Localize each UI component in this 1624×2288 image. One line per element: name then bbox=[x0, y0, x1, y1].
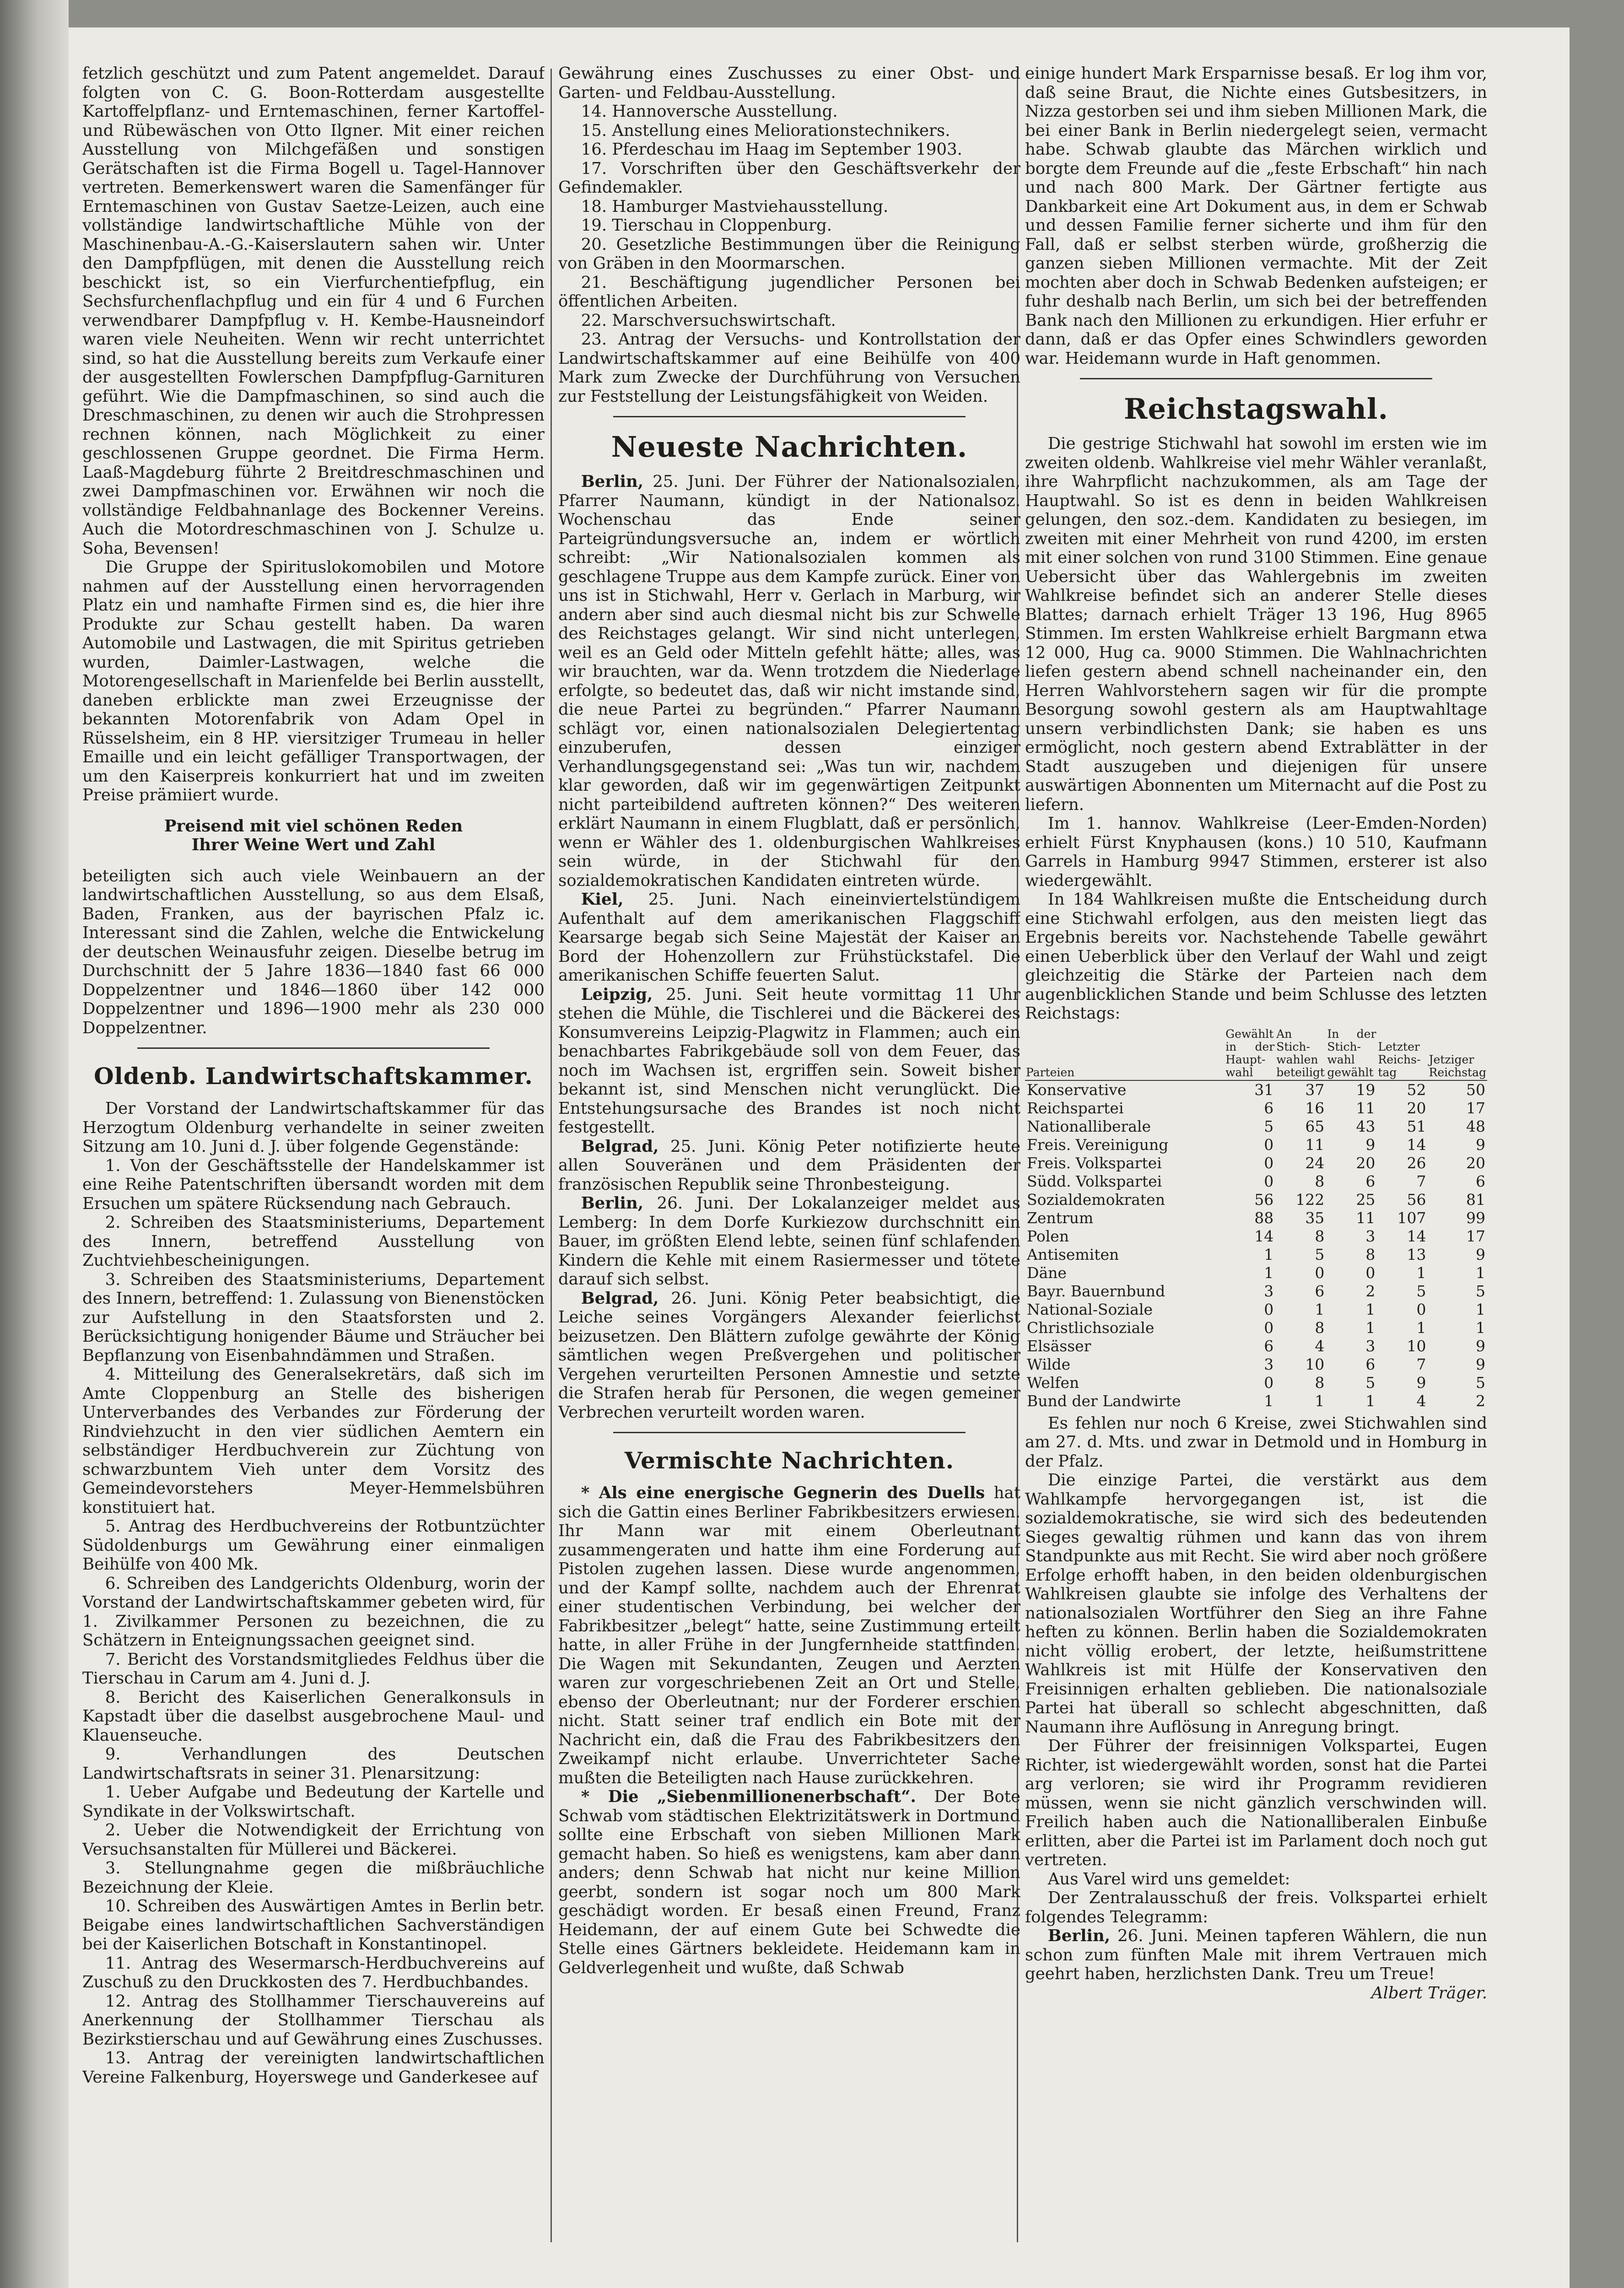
seat-count-cell: 0 bbox=[1264, 1373, 1274, 1392]
seat-count-cell: 6 bbox=[1365, 1172, 1376, 1190]
page-left-edge bbox=[0, 0, 69, 2288]
seat-count-cell: 9 bbox=[1476, 1245, 1485, 1263]
seat-count-cell: 17 bbox=[1466, 1227, 1485, 1245]
seat-count-cell: 5 bbox=[1264, 1117, 1274, 1135]
seat-count-cell: 65 bbox=[1305, 1117, 1325, 1135]
seat-count-cell: 1 bbox=[1476, 1300, 1485, 1318]
table-row bbox=[1025, 1080, 1487, 1099]
seat-count-cell: 25 bbox=[1356, 1190, 1376, 1209]
seat-count-cell: 16 bbox=[1305, 1099, 1325, 1117]
seat-count-cell: 5 bbox=[1476, 1282, 1485, 1300]
misc-title: * Die „Siebenmillionenerbschaft“. bbox=[581, 1787, 916, 1806]
agenda-item: 22. Marschversuchswirtschaft. bbox=[581, 311, 836, 330]
seat-count-cell: 6 bbox=[1365, 1355, 1376, 1373]
seat-count-cell: 6 bbox=[1476, 1172, 1485, 1190]
seat-count-cell: 8 bbox=[1315, 1172, 1325, 1190]
seat-count-cell: 0 bbox=[1315, 1263, 1325, 1282]
dateline-place: Kiel, bbox=[581, 890, 624, 909]
article-paragraph: Die einzige Partei, die verstärkt aus dem Wahlkampfe hervorgegangen ist, ist die sozialdemokratische, sie wird sich des bedeutenden Sieges gewaltig rühmen und kann das von ihrem Standpunkte aus mit Recht. Sie wird aber noch größere Erfolge erhofft haben, in den beiden oldenburgischen Wahlkreisen glaubte sie infolge des Verhaltens der nationalsozialen Wortführer den Sieg an ihre Fahne heften zu können. Berlin haben die Sozialdemokraten nicht völlig erobert, der letzte, heißumstrittene Wahlkreis ist mit Hülfe der Konservativen den Freisinnigen erhalten geblieben. Die nationalsoziale Partei hat überall so schlecht abgeschnitten, daß Naumann ihre Auflösung in Anregung bringt. bbox=[1025, 1471, 1487, 1737]
seat-count-cell: 3 bbox=[1365, 1337, 1376, 1355]
agenda-item: 8. Bericht des Kaiserlichen Generalkonsuls in Kapstadt über die daselbst ausgebrochene Maul- und Klauenseuche. bbox=[82, 1688, 545, 1745]
seat-count-cell: 9 bbox=[1365, 1135, 1376, 1154]
seat-count-cell: 14 bbox=[1254, 1227, 1274, 1245]
agenda-item: 20. Gesetzliche Bestimmungen über die Reinigung von Gräben in den Moormarschen. bbox=[558, 235, 1020, 273]
news-text: 25. Juni. Nach eineinviertelstündigem Aufenthalt auf dem amerikanischen Flaggschiff Kearsarge begab sich Seine Majestät der Kaiser an Bord der Hohenzollern zur Frühstückstafel. Die amerikanischen Schiffe feuerten Salut. bbox=[558, 890, 1020, 985]
article-paragraph: Die gestrige Stichwahl hat sowohl im ersten wie im zweiten oldenb. Wahlkreise viel mehr Wähler veranlaßt, ihre Wahrpflicht nachzukommen, als am Tage der Hauptwahl. So ist es denn in beiden Wahlkreisen gelungen, den soz.-dem. Kandidaten zu besiegen, im zweiten mit einer Mehrheit von rund 4200, im ersten mit einer solchen von rund 3100 Stimmen. Eine genaue Uebersicht über das Wahlergebnis im zweiten Wahlkreise befindet sich an anderer Stelle dieses Blattes; darnach erhielt Träger 13 196, Hug 8965 Stimmen. Im ersten Wahlkreise erhielt Bargmann etwa 12 000, Hug ca. 9000 Stimmen. Die Wahlnachrichten liefen gestern abend schnell nacheinander ein, den Herren Wahlvorstehern sagen wir für die prompte Besorgung sowohl gestern als am Hauptwahltage unsern verbindlichsten Dank; sie haben es uns ermöglicht, noch gestern abend Extrablätter in der Stadt auszugeben und diejenigen für unsere auswärtigen Abonnenten um Miternacht auf die Post zu liefern. bbox=[1025, 434, 1487, 814]
dateline-place: Belgrad, bbox=[581, 1137, 659, 1156]
news-item bbox=[558, 472, 1020, 890]
seat-count-cell: 56 bbox=[1254, 1190, 1274, 1209]
seat-count-cell: 51 bbox=[1407, 1117, 1426, 1135]
seat-count-cell: 1 bbox=[1264, 1245, 1274, 1263]
table-header-cell: Parteien bbox=[1025, 1027, 1225, 1080]
party-name-cell: Sozialdemokraten bbox=[1027, 1190, 1165, 1209]
party-name-cell: Nationalliberale bbox=[1027, 1117, 1151, 1135]
seat-count-cell: 13 bbox=[1407, 1245, 1426, 1263]
article-paragraph: einige hundert Mark Ersparnisse besaß. Er log ihm vor, daß seine Braut, die Nichte eines Gutsbesitzers, in Nizza gestorben sei und ihm sieben Millionen Mark, die bei einer Bank in Berlin niedergelegt seien, vermacht habe. Schwab glaubte das Märchen wirklich und borgte dem Freunde auf die „feste Erbschaft“ hin nach und nach 800 Mark. Der Gärtner fertigte aus Dankbarkeit eine Art Dokument aus, in dem er Schwab und dessen Familie ferner sicherte und ihm für den Fall, daß er selbst sterben würde, großherzig die ganzen sieben Millionen vermachte. Mit der Zeit mochten aber doch in Schwab Bedenken aufsteigen; er fuhr deshalb nach Berlin, um sich bei der betreffenden Bank nach den Millionen zu erkundigen. Hier erfuhr er dann, daß er das Opfer eines Schwindlers geworden war. Heidemann wurde in Haft genommen. bbox=[1025, 64, 1487, 368]
seat-count-cell: 48 bbox=[1466, 1117, 1485, 1135]
table-row bbox=[1025, 1209, 1487, 1227]
verse-line: Ihrer Weine Wert und Zahl bbox=[191, 836, 436, 854]
column-1 bbox=[82, 64, 545, 2251]
party-name-cell: Bund der Landwirte bbox=[1027, 1392, 1181, 1410]
seat-count-cell: 1 bbox=[1416, 1318, 1426, 1337]
agenda-subitem: 2. Ueber die Notwendigkeit der Errichtung von Versuchsanstalten für Müllerei und Bäckerei. bbox=[82, 1821, 545, 1859]
seat-count-cell: 11 bbox=[1305, 1135, 1325, 1154]
seat-count-cell: 8 bbox=[1315, 1227, 1325, 1245]
seat-count-cell: 0 bbox=[1365, 1263, 1376, 1282]
agenda-item: 13. Antrag der vereinigten landwirtschaftlichen Vereine Falkenburg, Hoyerswege und Ganderkesee auf bbox=[82, 2049, 545, 2087]
seat-count-cell: 5 bbox=[1416, 1282, 1426, 1300]
table-row bbox=[1025, 1191, 1487, 1209]
seat-count-cell: 5 bbox=[1365, 1373, 1376, 1392]
article-paragraph: Es fehlen nur noch 6 Kreise, zwei Stichwahlen sind am 27. d. Mts. und zwar in Detmold und in Homburg in der Pfalz. bbox=[1025, 1414, 1487, 1471]
table-header-cell: Gewählt in der Haupt-wahl bbox=[1225, 1027, 1275, 1080]
seat-count-cell: 2 bbox=[1365, 1282, 1376, 1300]
seat-count-cell: 20 bbox=[1466, 1154, 1485, 1172]
agenda-item: 5. Antrag des Herdbuchvereins der Rotbuntzüchter Südoldenburgs um Gewährung einer einmaligen Beihülfe von 400 Mk. bbox=[82, 1517, 545, 1574]
seat-count-cell: 19 bbox=[1356, 1080, 1376, 1099]
agenda-item: 12. Antrag des Stollhammer Tierschauvereins auf Anerkennung der Stollhammer Tierschau als Bezirkstierschau und auf Gewährung eines Zuschusses. bbox=[82, 1991, 545, 2049]
verse-line: Preisend mit viel schönen Reden bbox=[164, 816, 463, 836]
party-name-cell: Polen bbox=[1027, 1227, 1069, 1245]
news-text: 25. Juni. Seit heute vormittag 11 Uhr stehen die Mühle, die Tischlerei und die Bäckerei des Konsumvereins Leipzig-Plagwitz in Flammen; auch ein benachbartes Fabrikgebäude soll von dem Feuer, das noch im Wachsen ist, ergriffen sein. Soweit bisher bekannt ist, sind Menschen nicht verunglückt. Die Entstehungsursache des Brandes ist noch nicht festgestellt. bbox=[558, 985, 1020, 1137]
seat-count-cell: 1 bbox=[1416, 1263, 1426, 1282]
seat-count-cell: 1 bbox=[1365, 1300, 1376, 1318]
seat-count-cell: 1 bbox=[1315, 1392, 1325, 1410]
section-heading: Oldenb. Landwirtschaftskammer. bbox=[94, 1063, 533, 1090]
seat-count-cell: 7 bbox=[1416, 1355, 1426, 1373]
party-name-cell: Freis. Vereinigung bbox=[1027, 1135, 1169, 1154]
party-name-cell: Antisemiten bbox=[1027, 1245, 1119, 1263]
seat-count-cell: 1 bbox=[1365, 1318, 1376, 1337]
agenda-item: 16. Pferdeschau im Haag im September 1903. bbox=[581, 140, 962, 159]
table-row bbox=[1025, 1227, 1487, 1246]
article-paragraph: Die Gruppe der Spirituslokomobilen und Motore nahmen auf der Ausstellung einen hervorragenden Platz ein und namhafte Firmen sind es, die hier ihre Produkte zur Schau gestellt haben. Da waren Automobile und Lastwagen, die mit Spiritus getrieben wurden, Daimler-Lastwagen, welche die Motorengesellschaft in Marienfelde bei Berlin ausstellt, daneben erblickte man zwei Erzeugnisse der bekannten Motorenfabrik von Adam Opel in Rüsselsheim, ein 8 HP. viersitziger Trumeau in heller Emaille und ein leicht gefälliger Transportwagen, der um den Kaiserpreis konkurriert hat und im zweiten Preise prämiiert wurde. bbox=[82, 558, 545, 804]
table-header-cell: Letzter Reichs-tag bbox=[1377, 1027, 1428, 1080]
column-2 bbox=[558, 64, 1020, 2251]
seat-count-cell: 4 bbox=[1315, 1337, 1325, 1355]
seat-count-cell: 3 bbox=[1264, 1355, 1274, 1373]
agenda-item: 18. Hamburger Mastviehausstellung. bbox=[581, 197, 889, 216]
agenda-item: 4. Mitteilung des Generalsekretärs, daß sich im Amte Cloppenburg an Stelle des bisherigen Unterverbandes des Verbandes zur Förderung der Rindviehzucht in den vier südlichen Aemtern ein selbständiger Herdbuchverein zur Züchtung von schwarzbuntem Vieh unter dem Vorsitz des Gemeindevorstehers Meyer-Hemmelsbühren konstituiert hat. bbox=[82, 1365, 545, 1517]
article-paragraph: Der Zentralausschuß der freis. Volkspartei erhielt folgendes Telegramm: bbox=[1025, 1889, 1487, 1926]
news-item bbox=[558, 985, 1020, 1137]
seat-count-cell: 8 bbox=[1315, 1373, 1325, 1392]
seat-count-cell: 1 bbox=[1264, 1392, 1274, 1410]
dateline-place: Berlin, bbox=[581, 472, 644, 491]
seat-count-cell: 43 bbox=[1356, 1117, 1376, 1135]
seat-count-cell: 0 bbox=[1264, 1172, 1274, 1190]
article-paragraph: Aus Varel wird uns gemeldet: bbox=[1047, 1869, 1290, 1889]
dateline-place: Belgrad, bbox=[581, 1289, 659, 1308]
seat-count-cell: 9 bbox=[1476, 1337, 1485, 1355]
table-row bbox=[1025, 1374, 1487, 1392]
seat-count-cell: 4 bbox=[1416, 1392, 1426, 1410]
seat-count-cell: 10 bbox=[1407, 1337, 1426, 1355]
news-text: 26. Juni. König Peter beabsichtigt, die Leiche seines Vorgängers Alexander feierlichst beizusetzen. Den Blättern zufolge gewährte der König sämtlichen wegen Preßvergehen und politischer Vergehen verurteilten Personen Amnestie und setzte die Strafen herab für Personen, die wegen gemeiner Verbrechen verurteilt worden waren. bbox=[558, 1289, 1020, 1422]
table-row bbox=[1025, 1136, 1487, 1154]
party-name-cell: Reichspartei bbox=[1027, 1099, 1124, 1117]
seat-count-cell: 1 bbox=[1365, 1392, 1376, 1410]
agenda-item: Gewährung eines Zuschusses zu einer Obst- und Garten- und Feldbau-Ausstellung. bbox=[558, 64, 1020, 102]
seat-count-cell: 10 bbox=[1305, 1355, 1325, 1373]
seat-count-cell: 17 bbox=[1466, 1099, 1485, 1117]
seat-count-cell: 2 bbox=[1476, 1392, 1485, 1410]
party-name-cell: Freis. Volkspartei bbox=[1027, 1154, 1162, 1172]
seat-count-cell: 11 bbox=[1356, 1209, 1376, 1227]
seat-count-cell: 0 bbox=[1264, 1318, 1274, 1337]
telegram bbox=[1025, 1926, 1487, 1984]
seat-count-cell: 81 bbox=[1466, 1190, 1485, 1209]
news-item bbox=[558, 1289, 1020, 1422]
seat-count-cell: 26 bbox=[1407, 1154, 1426, 1172]
agenda-item: 3. Schreiben des Staatsministeriums, Departement des Innern, betreffend: 1. Zulassung von Bienenstöcken zur Aufstellung in den Staatsforsten und 2. Berücksichtigung honigender Bäume und Sträucher bei Bepflanzung von Eisenbahndämmen und Straßen. bbox=[82, 1270, 545, 1365]
table-row bbox=[1025, 1264, 1487, 1282]
seat-count-cell: 1 bbox=[1476, 1263, 1485, 1282]
party-name-cell: Welfen bbox=[1027, 1373, 1079, 1392]
seat-count-cell: 37 bbox=[1305, 1080, 1325, 1099]
agenda-item: 17. Vorschriften über den Geschäftsverkehr der Gefindemakler. bbox=[558, 159, 1020, 197]
article-paragraph: Im 1. hannov. Wahlkreise (Leer-Emden-Norden) erhielt Fürst Knyphausen (kons.) 10 510, Kaufmann Garrels in Hamburg 9947 Stimmen, ersterer ist also wiedergewählt. bbox=[1025, 814, 1487, 890]
column-rule bbox=[550, 69, 552, 2242]
seat-count-cell: 0 bbox=[1416, 1300, 1426, 1318]
table-row bbox=[1025, 1099, 1487, 1117]
seat-count-cell: 99 bbox=[1466, 1209, 1485, 1227]
misc-title: * Als eine energische Gegnerin des Duells bbox=[581, 1484, 985, 1502]
seat-count-cell: 107 bbox=[1397, 1209, 1426, 1227]
seat-count-cell: 50 bbox=[1466, 1080, 1485, 1099]
misc-text: Der Bote Schwab vom städtischen Elektrizitätswerk in Dortmund sollte eine Erbschaft von sieben Millionen Mark gemacht haben. So hieß es wenigstens, kam aber dann anders; denn Schwab hat nicht nur keine Million geerbt, sondern ist sogar noch um 800 Mark geschädigt worden. Er besaß einen Freund, Franz Heidemann, der auf einem Gute bei Schwedte die Stelle eines Gärtners bekleidete. Heidemann kam in Geldverlegenheit und wußte, daß Schwab bbox=[558, 1787, 1020, 1977]
seat-count-cell: 56 bbox=[1407, 1190, 1426, 1209]
agenda-item: 7. Bericht des Vorstandsmitgliedes Feldhus über die Tierschau in Carum am 4. Juni d. J. bbox=[82, 1650, 545, 1688]
party-name-cell: National-Soziale bbox=[1027, 1300, 1153, 1318]
table-row bbox=[1025, 1172, 1487, 1191]
table-row bbox=[1025, 1282, 1487, 1300]
news-text: 25. Juni. König Peter notifizierte heute allen Souveränen und dem Präsidenten der französischen Republik seine Thronbesteigung. bbox=[558, 1137, 1020, 1194]
seat-count-cell: 0 bbox=[1264, 1154, 1274, 1172]
seat-count-cell: 5 bbox=[1476, 1373, 1485, 1392]
seat-count-cell: 122 bbox=[1295, 1190, 1325, 1209]
seat-count-cell: 1 bbox=[1476, 1318, 1485, 1337]
news-item bbox=[558, 890, 1020, 985]
seat-count-cell: 24 bbox=[1305, 1154, 1325, 1172]
party-name-cell: Zentrum bbox=[1027, 1209, 1094, 1227]
seat-count-cell: 31 bbox=[1254, 1080, 1274, 1099]
table-header-cell: An Stich-wahlen beteiligt bbox=[1275, 1027, 1326, 1080]
seat-count-cell: 3 bbox=[1365, 1227, 1376, 1245]
table-row bbox=[1025, 1117, 1487, 1136]
agenda-item: 11. Antrag des Wesermarsch-Herdbuchvereins auf Zuschuß zu den Druckkosten des 7. Herdbuchbandes. bbox=[82, 1953, 545, 1991]
party-name-cell: Wilde bbox=[1027, 1355, 1071, 1373]
seat-count-cell: 0 bbox=[1264, 1300, 1274, 1318]
agenda-item: 21. Beschäftigung jugendlicher Personen bei öffentlichen Arbeiten. bbox=[558, 273, 1020, 311]
agenda-item: 23. Antrag der Versuchs- und Kontrollstation der Landwirtschaftskammer auf eine Beihülfe von 400 Mark zum Zwecke der Durchführung von Versuchen zur Feststellung der Leistungsfähigkeit von Weiden. bbox=[558, 330, 1020, 406]
seat-count-cell: 9 bbox=[1476, 1135, 1485, 1154]
table-row bbox=[1025, 1300, 1487, 1319]
seat-count-cell: 1 bbox=[1264, 1263, 1274, 1282]
table-row bbox=[1025, 1246, 1487, 1264]
party-name-cell: Däne bbox=[1027, 1263, 1067, 1282]
agenda-item: 6. Schreiben des Landgerichts Oldenburg, worin der Vorstand der Landwirtschaftskammer gebeten wird, für 1. Zivilkammer Personen zu bezeichnen, die zu Schätzern in Enteignungssachen geeignet sind. bbox=[82, 1574, 545, 1650]
agenda-item: 9. Verhandlungen des Deutschen Landwirtschaftsrats in seiner 31. Plenarsitzung: bbox=[82, 1745, 545, 1783]
seat-count-cell: 3 bbox=[1264, 1282, 1274, 1300]
table-row bbox=[1025, 1154, 1487, 1172]
telegram-text: 26. Juni. Meinen tapferen Wählern, die nun schon zum fünften Male mit ihrem Vertrauen mich geehrt haben, herzlichsten Dank. Treu um Treue! bbox=[1025, 1926, 1487, 1983]
seat-count-cell: 20 bbox=[1356, 1154, 1376, 1172]
agenda-item: 10. Schreiben des Auswärtigen Amtes in Berlin betr. Beigabe eines landwirtschaftlichen Sachverständigen bei der Kaiserlichen Botschaft in Konstantinopel. bbox=[82, 1897, 545, 1953]
party-name-cell: Elsässer bbox=[1027, 1337, 1091, 1355]
section-heading: Neueste Nachrichten. bbox=[611, 430, 968, 464]
seat-count-cell: 9 bbox=[1416, 1373, 1426, 1392]
agenda-item: 2. Schreiben des Staatsministeriums, Departement des Innern, betreffend Ausstellung von Zuchtviehbescheinigungen. bbox=[82, 1213, 545, 1270]
article-paragraph: Der Führer der freisinnigen Volkspartei, Eugen Richter, ist wiedergewählt worden, sonst hat die Partei arg verloren; sie wird ihr Programm revidieren müssen, wenn sie nicht gänzlich verschwinden will. Freilich haben auch die Nationalliberalen Einbuße erlitten, aber die Partei ist im Parlament doch noch gut vertreten. bbox=[1025, 1737, 1487, 1869]
seat-count-cell: 11 bbox=[1356, 1099, 1376, 1117]
dateline-place: Leipzig, bbox=[581, 985, 653, 1004]
misc-text: hat sich die Gattin eines Berliner Fabrikbesitzers erwiesen. Ihr Mann war mit einem Oberleutnant zusammengeraten und hatte ihm eine Forderung auf Pistolen zugehen lassen. Diese wurde angenommen, und der Kampf sollte, nachdem auch der Ehrenrat einer studentischen Verbindung, bei welcher der Fabrikbesitzer „belegt“ hatte, seine Zustimmung erteilt hatte, in aller Frühe in der Jungfernheide stattfinden. Die Wagen mit Sekundanten, Zeugen und Aerzten waren zur vorgeschriebenen Zeit an Ort und Stelle, ebenso der Oberleutnant; nur der Forderer erschien nicht. Statt seiner traf endlich ein Bote mit der Nachricht ein, daß die Frau des Fabrikbesitzers den Zweikampf nicht erlaube. Unverrichteter Sache mußten die Beteiligten nach Hause zurückkehren. bbox=[558, 1484, 1020, 1787]
seat-count-cell: 8 bbox=[1365, 1245, 1376, 1263]
table-header-cell: In der Stich-wahl gewählt bbox=[1326, 1027, 1377, 1080]
news-item bbox=[558, 1137, 1020, 1194]
seat-count-cell: 7 bbox=[1416, 1172, 1426, 1190]
seat-count-cell: 1 bbox=[1315, 1300, 1325, 1318]
seat-count-cell: 20 bbox=[1407, 1099, 1426, 1117]
news-text: 26. Juni. Der Lokalanzeiger meldet aus Lemberg: In dem Dorfe Kurkiezow durchschnitt ein Bauer, im größten Elend lebte, seinen fünf schlafenden Kindern die Kehle mit einem Rasiermesser und tötete darauf sich selbst. bbox=[558, 1194, 1020, 1289]
agenda-item: 14. Hannoversche Ausstellung. bbox=[581, 102, 838, 121]
seat-count-cell: 35 bbox=[1305, 1209, 1325, 1227]
seat-count-cell: 6 bbox=[1264, 1099, 1274, 1117]
seat-count-cell: 9 bbox=[1476, 1355, 1485, 1373]
agenda-item: 15. Anstellung eines Meliorationstechnikers. bbox=[581, 121, 950, 140]
seat-count-cell: 5 bbox=[1315, 1245, 1325, 1263]
table-header-cell: Jetziger Reichstag bbox=[1428, 1027, 1488, 1080]
article-paragraph: In 184 Wahlkreisen mußte die Entscheidung durch eine Stichwahl erfolgen, aus den meisten liegt das Ergebnis bereits vor. Nachstehende Tabelle gewährt einen Ueberblick über den Verlauf der Wahl und zeigt gleichzeitig die Stärke der Parteien nach dem augenblicklichen Stande und beim Schlusse des letzten Reichstags: bbox=[1025, 890, 1487, 1023]
misc-item bbox=[558, 1787, 1020, 1977]
party-name-cell: Bayr. Bauernbund bbox=[1027, 1282, 1165, 1300]
seat-count-cell: 8 bbox=[1315, 1318, 1325, 1337]
dateline-place: Berlin, bbox=[581, 1194, 644, 1213]
news-item bbox=[558, 1194, 1020, 1289]
table-row bbox=[1025, 1392, 1487, 1410]
table-row bbox=[1025, 1319, 1487, 1337]
column-3 bbox=[1025, 64, 1487, 2251]
table-row bbox=[1025, 1337, 1487, 1355]
agenda-item: 19. Tierschau in Cloppenburg. bbox=[581, 216, 832, 235]
agenda-subitem: 3. Stellungnahme gegen die mißbräuchliche Bezeichnung der Kleie. bbox=[82, 1859, 545, 1897]
seat-count-cell: 6 bbox=[1264, 1337, 1274, 1355]
signature: Albert Träger. bbox=[1371, 1983, 1487, 2002]
seat-count-cell: 14 bbox=[1407, 1135, 1426, 1154]
section-heading: Reichstagswahl. bbox=[1123, 392, 1389, 426]
agenda-subitem: 1. Ueber Aufgabe und Bedeutung der Kartelle und Syndikate in der Volkswirtschaft. bbox=[82, 1783, 545, 1821]
section-heading: Vermischte Nachrichten. bbox=[624, 1447, 955, 1474]
seat-count-cell: 6 bbox=[1315, 1282, 1325, 1300]
election-results-table bbox=[1025, 1027, 1487, 1410]
misc-item bbox=[558, 1484, 1020, 1787]
seat-count-cell: 88 bbox=[1254, 1209, 1274, 1227]
seat-count-cell: 0 bbox=[1264, 1135, 1274, 1154]
party-name-cell: Südd. Volkspartei bbox=[1027, 1172, 1162, 1190]
article-paragraph: beteiligten sich auch viele Weinbauern an der landwirtschaftlichen Ausstellung, so aus dem Elsaß, Baden, Franken, aus der bayrischen Pfalz ic. Interessant sind die Zahlen, welche die Entwickelung der deutschen Weinausfuhr zeigen. Dieselbe betrug im Durchschnitt der 5 Jahre 1836—1840 fast 66 000 Doppelzentner und 1846—1860 über 142 000 Doppelzentner und 1896—1900 mehr als 230 000 Doppelzentner. bbox=[82, 866, 545, 1037]
agenda-item: Der Vorstand der Landwirtschaftskammer für das Herzogtum Oldenburg verhandelte in seiner zweiten Sitzung am 10. Juni d. J. über folgende Gegenstände: bbox=[82, 1099, 545, 1156]
article-paragraph: fetzlich geschützt und zum Patent angemeldet. Darauf folgten von C. G. Boon-Rotterdam ausgestellte Kartoffelpflanz- und Erntemaschinen, ferner Kartoffel- und Rübewäschen von Otto Ilgner. Mit einer reichen Ausstellung von Milchgefäßen und sonstigen Gerätschaften ist die Firma Bogell u. Tagel-Hannover vertreten. Bemerkenswert waren die Samenfänger für Erntemaschinen von Gustav Saetze-Leizen, auch eine vollständige landwirtschaftliche Mühle von der Maschinenbau-A.-G.-Kaiserslautern sahen wir. Unter den Dampfpflügen, mit denen die Ausstellung reich beschickt ist, so ein Vierfurchentiefpflug, ein Sechsfurchenflachpflug und ein für 4 und 6 Furchen verwendbarer Dampfpflug v. H. Kembe-Hausneindorf waren viele Neuheiten. Wenn wir recht unterrichtet sind, so hat die Ausstellung bereits zum Verkaufe einer der ausgestellten Fowlerschen Dampfpflug-Garnituren geführt. Wie die Dampfmaschinen, so sind auch die Dreschmaschinen, zu denen wir auch die Strohpressen rechnen können, nach Möglichkeit zu einer geschlossenen Gruppe geordnet. Die Firma Herm. Laaß-Magdeburg führte 2 Breitdreschmaschinen und zwei Dampfmaschinen vor. Erwähnen wir noch die vollständige Feldbahnanlage des Bockenner Vereins. Auch die Motordreschmaschinen von J. Schulze u. Soha, Bevensen! bbox=[82, 64, 545, 558]
dateline-place: Berlin, bbox=[1047, 1926, 1111, 1945]
news-text: 25. Juni. Der Führer der Nationalsozialen, Pfarrer Naumann, kündigt in der Nationalsoz. Wochenschau das Ende seiner Parteigründungsversuche an, indem er wörtlich schreibt: „Wir Nationalsozialen kommen als geschlagene Truppe aus dem Kampfe zurück. Einer von uns ist in Stichwahl, Herr v. Gerlach in Marburg, wir andern aber sind auch diesmal nicht bis zur Schwelle des Reichstages gelangt. Wir sind nicht unterlegen, weil es an Geld oder Mitteln gefehlt hätte; alles, was wir brauchten, war da. Wenn trotzdem die Niederlage erfolgte, so bedeutet das, daß wir nicht imstande sind, die neue Partei zu begründen.“ Pfarrer Naumann schlägt vor, einen nationalsozialen Delegiertentag einzuberufen, dessen einziger Verhandlungsgegenstand sei: „Was tun wir, nachdem klar geworden, daß wir im gegenwärtigen Zeitpunkt nicht parteibildend auftreten können?“ Des weiteren erklärt Naumann in einem Flugblatt, daß er persönlich, wenn er Wähler des 1. oldenburgischen Wahlkreises sein würde, in der Stichwahl für den sozialdemokratischen Kandidaten eintreten würde. bbox=[558, 472, 1020, 890]
party-name-cell: Christlichsoziale bbox=[1027, 1318, 1155, 1337]
seat-count-cell: 14 bbox=[1407, 1227, 1426, 1245]
agenda-item: 1. Von der Geschäftsstelle der Handelskammer ist eine Reihe Patentschriften übersandt worden mit dem Ersuchen um spätere Rücksendung nach Gebrauch. bbox=[82, 1156, 545, 1213]
table-row bbox=[1025, 1355, 1487, 1374]
seat-count-cell: 52 bbox=[1407, 1080, 1426, 1099]
party-name-cell: Konservative bbox=[1027, 1080, 1127, 1099]
